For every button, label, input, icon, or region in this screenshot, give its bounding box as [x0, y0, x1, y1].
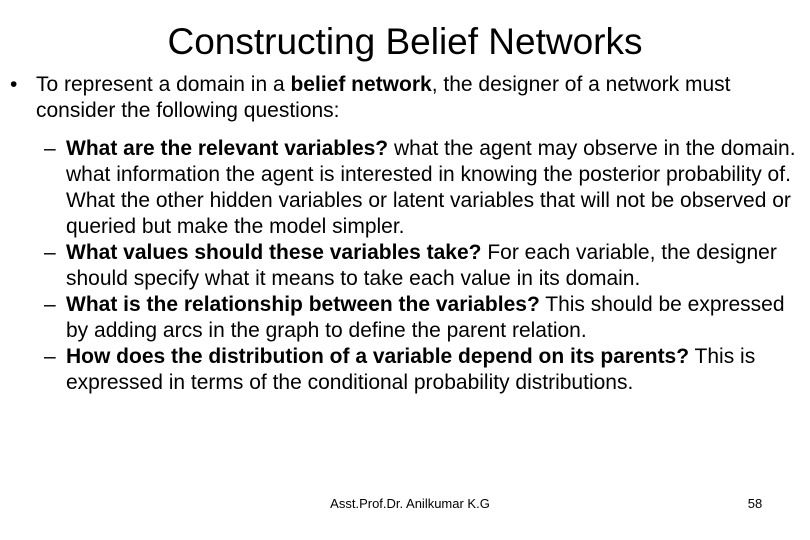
question-text: How does the distribution of a variable depend on its parents?: [66, 345, 690, 368]
dash-mark: –: [44, 241, 56, 264]
question-item: [10, 240, 800, 292]
answer-text: This is expressed in terms of the conditional probability distributions.: [66, 345, 756, 394]
bullet-mark: •: [10, 73, 18, 96]
question-item: [10, 292, 800, 344]
answer-text: what the agent may observe in the domain. what information the agent is interested in knowing the posterior probability of. What the other hidden variables or latent variables that will not be observed or queried but make the model simpler.: [66, 137, 796, 238]
answer-text: This should be expressed by adding arcs in the graph to define the parent relation.: [66, 293, 785, 342]
question-text: What are the relevant variables?: [66, 137, 389, 160]
dash-mark: –: [44, 137, 56, 160]
slide-title: Constructing Belief Networks: [167, 21, 643, 62]
bullet-text-bold: belief network: [290, 73, 432, 96]
dash-mark: –: [44, 293, 56, 316]
dash-mark: –: [44, 345, 56, 368]
bullet-text: [36, 72, 796, 124]
bullet-text-before: To represent a domain in a: [36, 73, 291, 96]
question-list: [10, 136, 800, 396]
page-number: 58: [747, 496, 763, 511]
question-item: [10, 344, 800, 396]
footer-author: Asst.Prof.Dr. Anilkumar K.G: [330, 496, 490, 511]
main-bullet: [10, 72, 800, 124]
bullet-text-after: , the designer of a network must consider the following questions:: [36, 73, 731, 122]
question-text: What values should these variables take?: [66, 241, 482, 264]
question-item: [10, 136, 800, 240]
answer-text: For each variable, the designer should specify what it means to take each value in its domain.: [66, 241, 777, 290]
question-text: What is the relationship between the variables?: [66, 293, 540, 316]
